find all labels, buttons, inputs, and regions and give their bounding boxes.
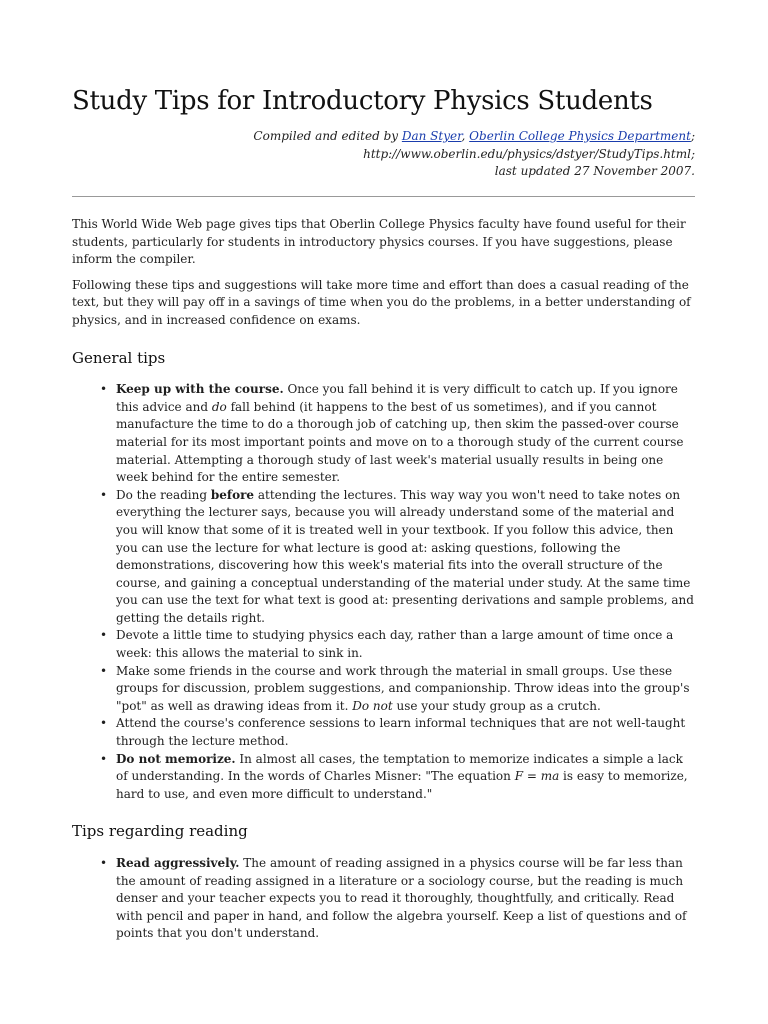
credits-semicolon: ; [690, 129, 695, 143]
list-item [100, 855, 696, 943]
list-item [100, 627, 696, 662]
tip-text: is easy to memorize, hard to use, and even more difficult to understand." [116, 769, 688, 801]
page-title: Study Tips for Introductory Physics Students [72, 86, 653, 116]
tip-bold-lead: Do not memorize. [116, 751, 236, 766]
tip-text: Make some friends in the course and work through the material in small groups. Use these groups for discussion, problem suggestions, and companionship. Throw ideas into the group's "pot" as well as drawing ideas from it. [116, 663, 690, 713]
credits-block [253, 128, 695, 181]
tip-bold-lead: Keep up with the course. [116, 382, 284, 397]
department-link[interactable]: Oberlin College Physics Department [469, 129, 691, 143]
tip-text: use your study group as a crutch. [392, 698, 601, 713]
credits-separator: , [461, 129, 470, 143]
general-tips-list [72, 381, 696, 803]
reading-tips-list [72, 855, 696, 943]
tip-emphasis: Do not [352, 698, 393, 713]
list-item [100, 663, 696, 716]
list-item [100, 751, 696, 804]
page-url: http://www.oberlin.edu/physics/dstyer/StudyTips.html; [363, 146, 695, 161]
tip-text: Devote a little time to studying physics each day, rather than a large amount of time once a week: this allows the material to sink in. [116, 628, 674, 661]
tip-bold-lead: Read aggressively. [116, 856, 240, 870]
bullet-icon: • [100, 856, 108, 870]
tip-text: fall behind (it happens to the best of us sometimes), and if you cannot manufacture the time to do a thorough job of catching up, then skim the passed-over course material for its most important points and move on to a thorough study of the current course material. Attempting a thorough study of last week's material usually results in being one week behind for the entire semester. [116, 399, 684, 485]
tip-emphasis: do [211, 399, 227, 414]
tip-text: attending the lectures. This way way you won't need to take notes on everything the lecturer says, because you will already understand some of the material and you will know that some of it is treated well in your textbook. If you follow this advice, then you can use the lecture for what lecture is good at: asking questions, following the demonstrations, discovering how this week's material fits into the overall structure of the course, and gaining a conceptual understanding of the material under study. At the same time you can use the text for what text is good at: presenting derivations and sample problems, and getting the details right. [116, 487, 694, 625]
horizontal-divider [72, 196, 695, 197]
list-item [100, 715, 696, 750]
author-link[interactable]: Dan Styer [401, 129, 462, 143]
bullet-icon: • [100, 382, 108, 397]
credits-prefix: Compiled and edited by [253, 129, 402, 143]
list-item [100, 487, 696, 628]
last-updated: last updated 27 November 2007. [494, 164, 695, 178]
tip-text: Do the reading [116, 487, 211, 502]
bullet-icon: • [100, 628, 108, 643]
tip-text: In almost all cases, the temptation to memorize indicates a simple a lack of understanding. In the words of Charles Misner: "The equation [116, 751, 683, 784]
equation: F = ma [514, 769, 560, 784]
tip-text: The amount of reading assigned in a physics course will be far less than the amount of reading assigned in a literature or a sociology course, but the reading is much denser and your teacher expects you to read it thoroughly, thoughtfully, and critically. Read with pencil and paper in hand, and follow the algebra yourself. Keep a list of questions and of points that you don't understand. [116, 856, 687, 941]
main-content [72, 216, 696, 943]
tip-text: Attend the course's conference sessions to learn informal techniques that are not well-taught through the lecture method. [116, 716, 686, 749]
bullet-icon: • [100, 716, 108, 731]
reading-tips-heading: Tips regarding reading [72, 822, 248, 841]
list-item [100, 381, 696, 487]
general-tips-heading: General tips [72, 348, 166, 367]
tip-text: Once you fall behind it is very difficult to catch up. If you ignore this advice and [116, 382, 678, 414]
tip-bold: before [210, 487, 255, 502]
bullet-icon: • [100, 487, 108, 502]
intro-paragraph-1: This World Wide Web page gives tips that Oberlin College Physics faculty have found useful for their students, particularly for students in introductory physics courses. If you have suggestions, please inform the compiler. [72, 217, 686, 267]
bullet-icon: • [100, 663, 108, 678]
intro-paragraph-2: Following these tips and suggestions will take more time and effort than does a casual reading of the text, but they will pay off in a savings of time when you do the problems, in a better understanding of physics, and in increased confidence on exams. [72, 277, 691, 327]
bullet-icon: • [100, 751, 108, 766]
